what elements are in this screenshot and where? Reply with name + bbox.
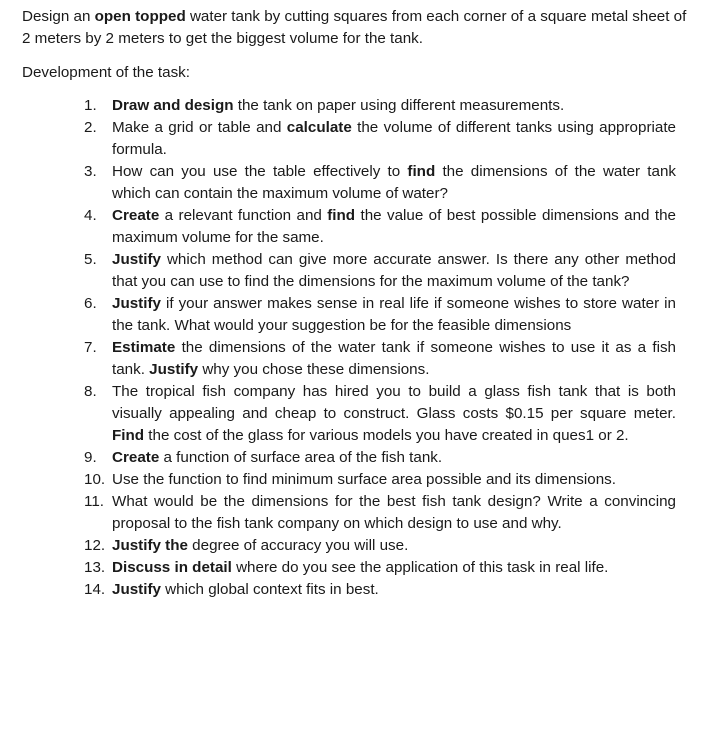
task-number: 8. bbox=[84, 383, 97, 400]
task-text bbox=[112, 119, 676, 158]
task-keyword: calculate bbox=[286, 119, 352, 136]
task-number: 3. bbox=[84, 163, 97, 180]
task-item bbox=[84, 337, 676, 381]
task-item bbox=[84, 205, 676, 249]
task-item bbox=[84, 447, 676, 469]
task-item bbox=[84, 249, 676, 293]
task-text bbox=[112, 97, 564, 114]
task-text bbox=[112, 339, 676, 378]
task-text-segment: why you chose these dimensions. bbox=[198, 361, 430, 378]
task-text-segment: the volume of different tanks using appropriate formula. bbox=[112, 119, 676, 158]
task-number: 10. bbox=[84, 471, 106, 488]
task-text bbox=[112, 295, 676, 334]
task-text bbox=[112, 581, 379, 598]
intro-emphasis: open topped bbox=[94, 8, 186, 25]
task-item bbox=[84, 491, 676, 535]
task-item bbox=[84, 579, 676, 601]
task-text-segment: which global context fits in best. bbox=[160, 581, 379, 598]
intro-paragraph bbox=[22, 6, 692, 50]
task-text bbox=[112, 383, 676, 444]
task-text-segment: which method can give more accurate answer. Is there any other method that you can use to find the dimensions for the maximum volume of the tank? bbox=[112, 251, 676, 290]
task-keyword: find bbox=[407, 163, 436, 180]
task-keyword: find bbox=[327, 207, 356, 224]
task-text-segment: where do you see the application of this task in real life. bbox=[231, 559, 609, 576]
task-text-segment: the value of best possible dimensions and the maximum volume for the same. bbox=[112, 207, 677, 246]
task-number: 9. bbox=[84, 449, 97, 466]
task-keyword: Create bbox=[112, 449, 160, 466]
task-number: 11. bbox=[84, 493, 104, 510]
task-number: 14. bbox=[84, 581, 106, 598]
task-text bbox=[112, 471, 616, 488]
task-text-segment: a function of surface area of the fish tank. bbox=[159, 449, 443, 466]
task-item bbox=[84, 469, 676, 491]
task-number: 7. bbox=[84, 339, 97, 356]
intro-text bbox=[22, 6, 692, 50]
task-keyword: Justify bbox=[112, 581, 161, 598]
task-text-segment: What would be the dimensions for the best fish tank design? Write a convincing proposal to the fish tank company on which design to use and why. bbox=[112, 493, 676, 532]
task-text-segment: the dimensions of the water tank which can contain the maximum volume of water? bbox=[112, 163, 676, 202]
task-text-segment: The tropical fish company has hired you to build a glass fish tank that is both visually appealing and cheap to construct. Glass costs $0.15 per square meter. bbox=[112, 383, 676, 422]
task-keyword: Justify the bbox=[112, 537, 188, 554]
task-keyword: Discuss in detail bbox=[112, 559, 232, 576]
task-list bbox=[84, 95, 676, 601]
task-keyword: Justify bbox=[149, 361, 199, 378]
task-keyword: Draw and design bbox=[112, 97, 234, 114]
task-item bbox=[84, 381, 676, 447]
task-text bbox=[112, 559, 608, 576]
task-text bbox=[112, 537, 408, 554]
intro-text-part-1: Design an bbox=[22, 8, 95, 25]
task-text-segment: if your answer makes sense in real life if someone wishes to store water in the tank. What would your suggestion be for the feasible dimensions bbox=[112, 295, 676, 334]
task-keyword: Find bbox=[112, 427, 145, 444]
task-number: 4. bbox=[84, 207, 97, 224]
development-heading: Development of the task: bbox=[22, 64, 190, 81]
task-text-segment: Use the function to find minimum surface area possible and its dimensions. bbox=[112, 471, 616, 488]
task-text-segment: degree of accuracy you will use. bbox=[187, 537, 409, 554]
task-number: 13. bbox=[84, 559, 106, 576]
task-number: 1. bbox=[84, 97, 97, 114]
task-text bbox=[112, 449, 442, 466]
task-text-segment: How can you use the table effectively to bbox=[112, 163, 408, 180]
task-item bbox=[84, 535, 676, 557]
task-keyword: Estimate bbox=[112, 339, 176, 356]
task-text-segment: a relevant function and bbox=[159, 207, 328, 224]
task-text bbox=[112, 251, 676, 290]
task-item bbox=[84, 557, 676, 579]
task-text-segment: the cost of the glass for various models you have created in ques1 or 2. bbox=[144, 427, 629, 444]
task-text-segment: Make a grid or table and bbox=[112, 119, 287, 136]
task-text-segment: the tank on paper using different measurements. bbox=[233, 97, 565, 114]
task-keyword: Justify bbox=[112, 295, 161, 312]
task-item bbox=[84, 293, 676, 337]
task-text bbox=[112, 493, 676, 532]
task-keyword: Create bbox=[112, 207, 160, 224]
task-number: 6. bbox=[84, 295, 97, 312]
task-text bbox=[112, 207, 676, 246]
task-item bbox=[84, 95, 676, 117]
task-number: 2. bbox=[84, 119, 97, 136]
intro-text-part-2: water tank by cutting squares from each corner of a square metal sheet of 2 meters by 2 meters to get the biggest volume for the tank. bbox=[22, 8, 687, 47]
task-text bbox=[112, 163, 676, 202]
task-number: 12. bbox=[84, 537, 106, 554]
task-item bbox=[84, 161, 676, 205]
task-item bbox=[84, 117, 676, 161]
task-number: 5. bbox=[84, 251, 97, 268]
task-text-segment: the dimensions of the water tank if someone wishes to use it as a fish tank. bbox=[112, 339, 676, 378]
task-keyword: Justify bbox=[112, 251, 161, 268]
